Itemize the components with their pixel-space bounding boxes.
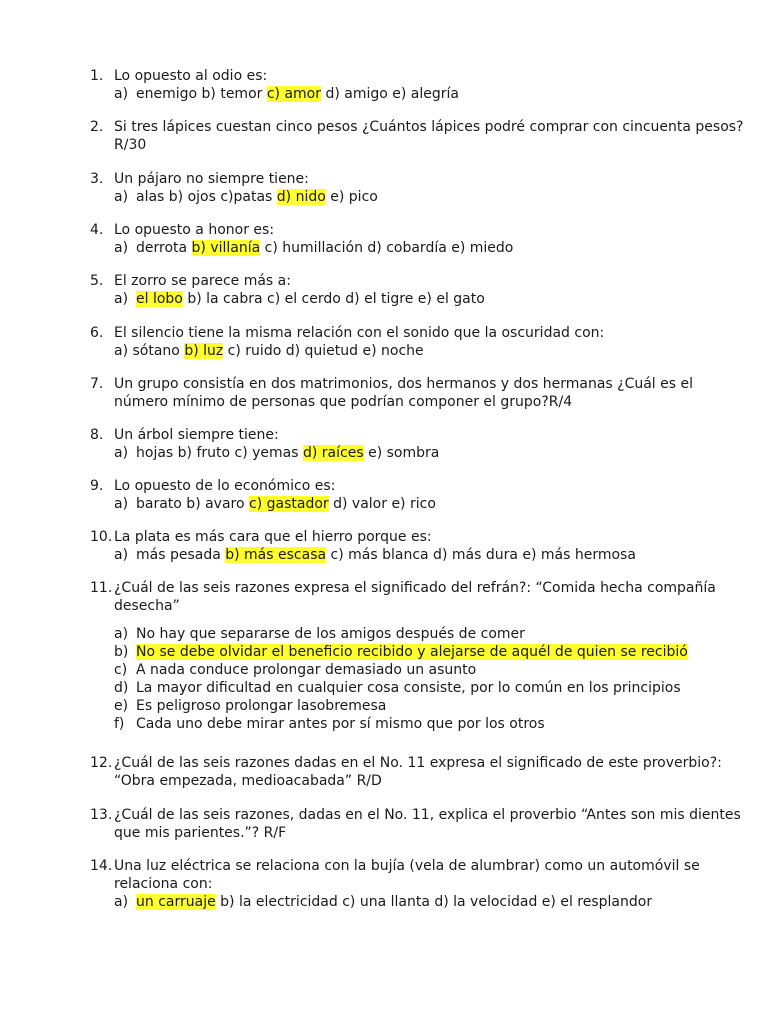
option-text: d) valor e) rico — [328, 496, 436, 512]
question-number: 7. — [90, 376, 104, 392]
reason-item — [114, 661, 738, 679]
option-text: d) amigo e) alegría — [321, 86, 459, 102]
question-text: número mínimo de personas que podrían componer el grupo?R/4 — [114, 394, 573, 410]
option-text: Es peligroso prolongar lasobremesa — [136, 698, 387, 714]
question-body — [114, 324, 738, 360]
answer-options — [114, 290, 738, 308]
answer-options — [114, 188, 738, 206]
option-text: e) sombra — [363, 445, 440, 461]
question-number: 4. — [90, 222, 104, 238]
option-text: La mayor dificultad en cualquier cosa consiste, por lo común en los principios — [136, 680, 681, 696]
option-text: alas b) ojos c)patas — [136, 189, 277, 205]
question-body — [114, 221, 738, 257]
question-body — [114, 579, 738, 733]
question-number: 1. — [90, 68, 104, 84]
highlighted-answer: b) más escasa — [225, 547, 327, 563]
question-text: Lo opuesto de lo económico es: — [114, 478, 336, 494]
question-number: 14. — [90, 858, 113, 874]
question-body — [114, 477, 738, 513]
question-number: 10. — [90, 529, 113, 545]
option-text: e) pico — [325, 189, 378, 205]
question-body — [114, 375, 738, 411]
option-marker: a) — [114, 240, 129, 256]
question-text: Si tres lápices cuestan cinco pesos ¿Cuántos lápices podré comprar con cincuenta pesos? — [114, 119, 744, 135]
reason-item — [114, 697, 738, 715]
question-number: 8. — [90, 427, 104, 443]
option-text: b) la electricidad c) una llanta d) la velocidad e) el resplandor — [215, 894, 653, 910]
option-marker: a) — [114, 496, 129, 512]
answer-options — [114, 546, 738, 564]
question-text: La plata es más cara que el hierro porque es: — [114, 529, 432, 545]
question-text: ¿Cuál de las seis razones expresa el significado del refrán?: “Comida hecha compañía — [114, 580, 716, 596]
reason-item — [114, 625, 738, 643]
highlighted-answer: No se debe olvidar el beneficio recibido y alejarse de aquél de quien se recibió — [136, 644, 688, 660]
highlighted-answer: d) raíces — [302, 445, 364, 461]
question-text: Una luz eléctrica se relaciona con la bujía (vela de alumbrar) como un automóvil se — [114, 858, 700, 874]
question-body — [114, 857, 738, 911]
option-marker: a) — [114, 894, 129, 910]
answer-options — [114, 893, 738, 911]
option-marker: c) — [114, 662, 128, 678]
option-text: barato b) avaro — [136, 496, 250, 512]
answer-options — [114, 239, 738, 257]
option-text: a) sótano — [114, 343, 185, 359]
answer-options — [114, 85, 738, 103]
question-number: 12. — [90, 755, 113, 771]
highlighted-answer: b) luz — [184, 343, 224, 359]
question-body — [114, 118, 744, 154]
option-marker: a) — [114, 547, 129, 563]
question-body — [114, 806, 741, 842]
highlighted-answer: d) nido — [276, 189, 326, 205]
option-text: b) la cabra c) el cerdo d) el tigre e) el gato — [182, 291, 485, 307]
option-text: c) ruido d) quietud e) noche — [223, 343, 424, 359]
option-text: c) más blanca d) más dura e) más hermosa — [326, 547, 636, 563]
option-marker: a) — [114, 189, 129, 205]
question-text: El silencio tiene la misma relación con el sonido que la oscuridad con: — [114, 325, 605, 341]
option-marker: a) — [114, 445, 129, 461]
option-text: enemigo b) temor — [136, 86, 267, 102]
question-number: 9. — [90, 478, 104, 494]
answer-options — [114, 495, 738, 513]
question-text: relaciona con: — [114, 876, 213, 892]
option-text: Cada uno debe mirar antes por sí mismo que por los otros — [136, 716, 545, 732]
option-marker: a) — [114, 291, 129, 307]
question-body — [114, 272, 738, 308]
reason-item — [114, 643, 738, 661]
question-body — [114, 528, 738, 564]
question-text: Un árbol siempre tiene: — [114, 427, 279, 443]
reason-list — [114, 625, 738, 733]
option-marker: b) — [114, 644, 129, 660]
question-body — [114, 754, 738, 790]
option-text: más pesada — [136, 547, 226, 563]
question-text: Lo opuesto al odio es: — [114, 68, 268, 84]
question-text: ¿Cuál de las seis razones dadas en el No. 11 expresa el significado de este proverbio?: — [114, 755, 722, 771]
question-number: 6. — [90, 325, 104, 341]
option-text: hojas b) fruto c) yemas — [136, 445, 303, 461]
option-text: c) humillación d) cobardía e) miedo — [260, 240, 514, 256]
question-text: El zorro se parece más a: — [114, 273, 291, 289]
question-text: “Obra empezada, medioacabada” R/D — [114, 773, 382, 789]
answer-options — [114, 444, 738, 462]
question-text: R/30 — [114, 137, 147, 153]
question-text: Lo opuesto a honor es: — [114, 222, 275, 238]
reason-item — [114, 679, 738, 697]
question-number: 2. — [90, 119, 104, 135]
option-text: No hay que separarse de los amigos después de comer — [136, 626, 525, 642]
question-text: Un grupo consistía en dos matrimonios, dos hermanos y dos hermanas ¿Cuál es el — [114, 376, 694, 392]
option-marker: d) — [114, 680, 129, 696]
question-text: desecha” — [114, 598, 180, 614]
reason-item — [114, 715, 738, 733]
option-marker: f) — [114, 716, 125, 732]
answer-options — [114, 342, 738, 360]
question-number: 3. — [90, 171, 104, 187]
question-number: 11. — [90, 580, 113, 596]
option-text: derrota — [136, 240, 192, 256]
question-body — [114, 426, 738, 462]
option-marker: a) — [114, 86, 129, 102]
question-text: ¿Cuál de las seis razones, dadas en el No. 11, explica el proverbio “Antes son mis dientes — [114, 807, 741, 823]
option-text: A nada conduce prolongar demasiado un asunto — [136, 662, 477, 678]
highlighted-answer: un carruaje — [136, 894, 216, 910]
question-body — [114, 67, 738, 103]
question-number: 13. — [90, 807, 113, 823]
question-text: Un pájaro no siempre tiene: — [114, 171, 309, 187]
highlighted-answer: b) villanía — [191, 240, 261, 256]
option-marker: a) — [114, 626, 129, 642]
question-body — [114, 170, 738, 206]
highlighted-answer: c) gastador — [249, 496, 329, 512]
question-number: 5. — [90, 273, 104, 289]
question-text: que mis parientes.”? R/F — [114, 825, 287, 841]
highlighted-answer: el lobo — [136, 291, 183, 307]
highlighted-answer: c) amor — [266, 86, 321, 102]
option-marker: e) — [114, 698, 129, 714]
